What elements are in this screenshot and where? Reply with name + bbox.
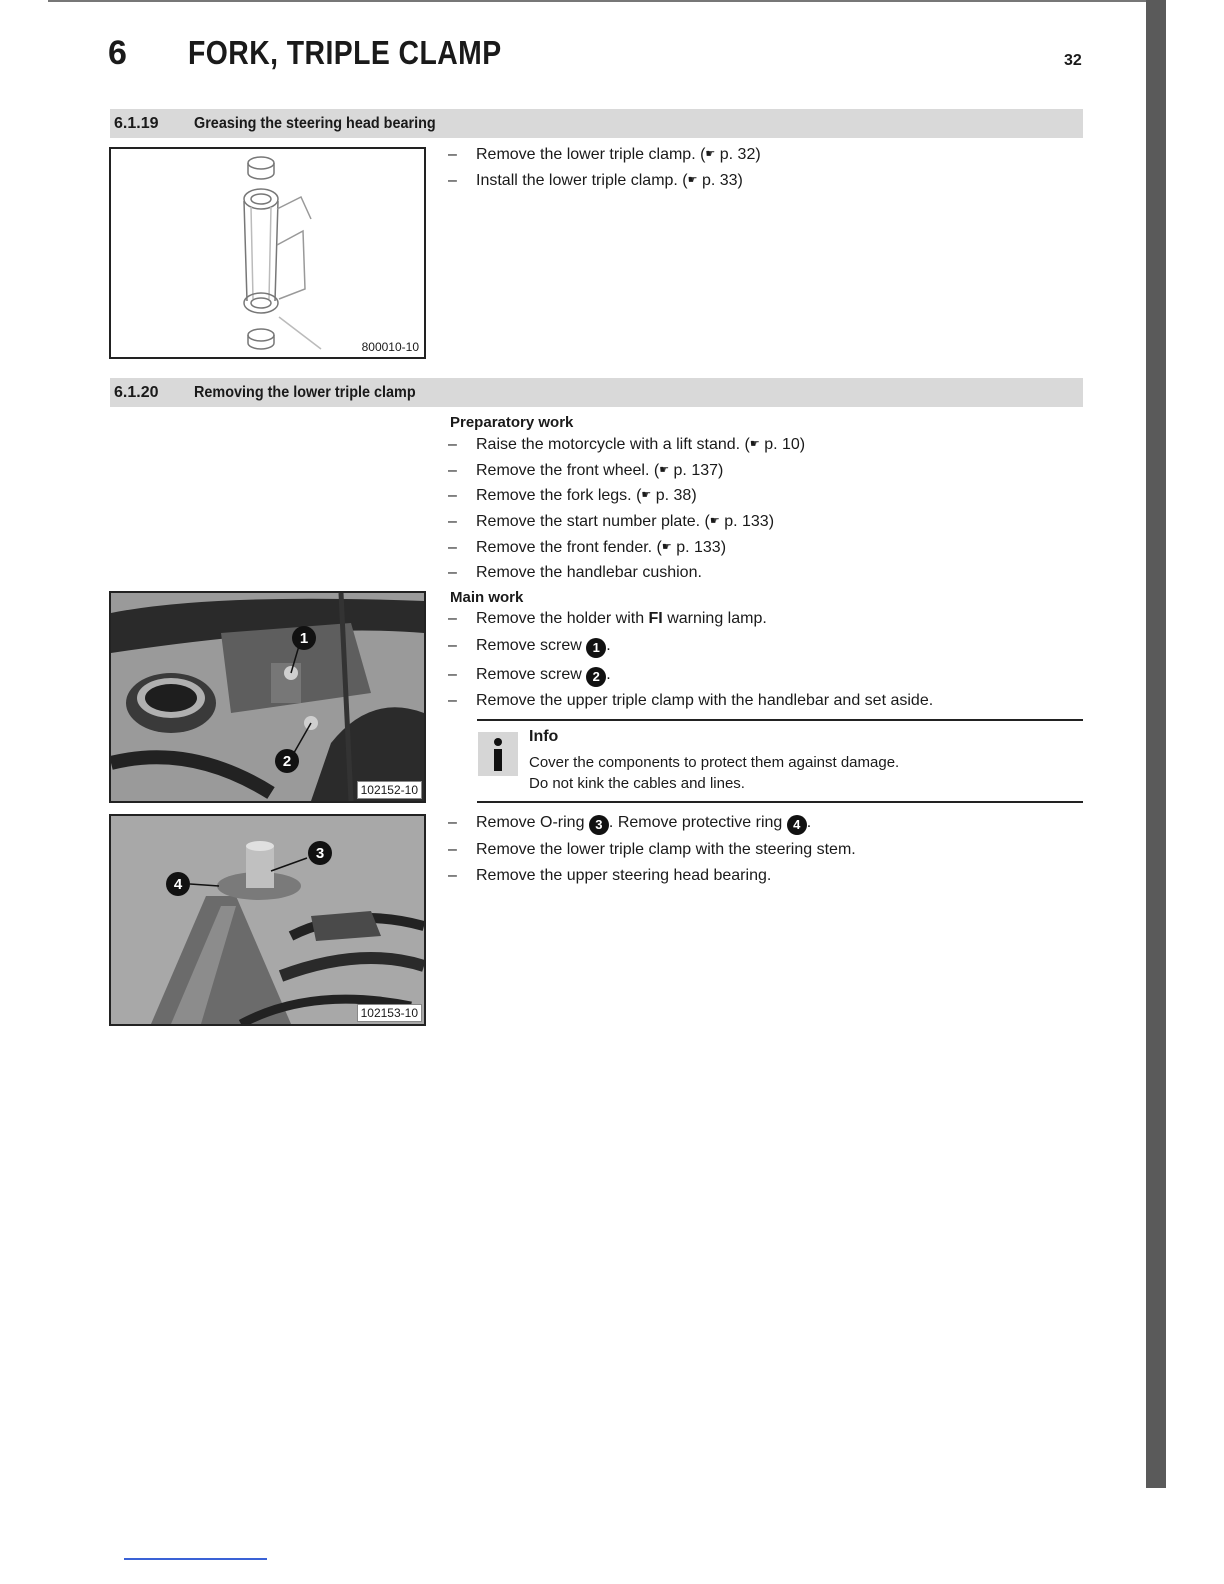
section-title: Removing the lower triple clamp [194, 384, 416, 401]
prep-step: – Remove the handlebar cushion. [448, 564, 702, 581]
prep-step: – Remove the fork legs. (☛ p. 38) [448, 487, 697, 504]
page-ref-link[interactable]: p. 137) [673, 462, 724, 479]
pointing-hand-icon: ☛ [749, 438, 760, 450]
prep-step: – Remove the start number plate. (☛ p. 133) [448, 513, 775, 530]
footer-link-underline[interactable] [124, 1558, 267, 1560]
main-step: – Remove the upper triple clamp with the handlebar and set aside. [448, 692, 934, 709]
page-ref-link[interactable]: p. 32) [719, 146, 761, 163]
info-icon [478, 732, 518, 776]
callout-badge: 4 [787, 815, 807, 835]
section-number: 6.1.20 [114, 384, 159, 401]
chapter-title: FORK, TRIPLE CLAMP [188, 34, 502, 71]
section-header-6-1-20 [110, 378, 1083, 407]
figure-steering-bearing-drawing [109, 147, 426, 359]
pointing-hand-icon: ☛ [705, 148, 716, 160]
info-line: Do not kink the cables and lines. [529, 775, 745, 792]
preparatory-work-heading: Preparatory work [450, 414, 574, 431]
figure-lower-clamp-photo [109, 814, 426, 1026]
callout-4: 4 [173, 876, 183, 893]
page-ref-link[interactable]: p. 33) [701, 172, 743, 189]
page-ref-link[interactable]: p. 38) [655, 487, 697, 504]
callout-badge: 3 [589, 815, 609, 835]
pointing-hand-icon: ☛ [661, 541, 672, 553]
callout-2: 2 [282, 753, 292, 770]
section-header-6-1-19 [110, 109, 1083, 138]
after-info-step: – Remove O-ring 3 . Remove protective ring 4 . [448, 813, 811, 835]
figure-code: 102152-10 [357, 781, 422, 799]
top-rule [48, 0, 1146, 2]
after-info-step: – Remove the lower triple clamp with the steering stem. [448, 841, 856, 858]
figure-code: 800010-10 [359, 339, 422, 355]
pointing-hand-icon: ☛ [709, 515, 720, 527]
callout-badge: 1 [586, 638, 606, 658]
page-ref-link[interactable]: p. 10) [764, 436, 806, 453]
page-edge-bar [1146, 0, 1166, 1488]
section-number: 6.1.19 [114, 115, 159, 132]
figure-code: 102153-10 [357, 1004, 422, 1022]
info-line: Cover the components to protect them against damage. [529, 754, 900, 771]
prep-step: – Remove the front fender. (☛ p. 133) [448, 539, 727, 556]
upper-clamp-photo [111, 593, 424, 801]
info-bottom-rule [477, 801, 1083, 803]
chapter-number: 6 [108, 34, 128, 72]
main-step: – Remove the holder with FI warning lamp. [448, 610, 767, 627]
main-work-heading: Main work [450, 589, 524, 606]
page-number: 32 [1064, 52, 1082, 69]
figure-upper-triple-clamp-photo [109, 591, 426, 803]
lower-clamp-photo [111, 816, 424, 1024]
page-ref-link[interactable]: p. 133) [724, 513, 775, 530]
step-install-lower-clamp: – Install the lower triple clamp. (☛ p. 33) [448, 172, 743, 189]
page-ref-link[interactable]: p. 133) [676, 539, 727, 556]
after-info-step: – Remove the upper steering head bearing. [448, 867, 772, 884]
main-step: – Remove screw 1 . [448, 636, 611, 658]
pointing-hand-icon: ☛ [659, 464, 670, 476]
pointing-hand-icon: ☛ [687, 174, 698, 186]
steering-bearing-drawing [111, 149, 424, 357]
info-title: Info [529, 728, 559, 745]
info-top-rule [477, 719, 1083, 721]
main-step: – Remove screw 2 . [448, 665, 611, 687]
prep-step: – Remove the front wheel. (☛ p. 137) [448, 462, 724, 479]
callout-1: 1 [299, 630, 309, 647]
prep-step: – Raise the motorcycle with a lift stand. (☛ p. 10) [448, 436, 806, 453]
section-title: Greasing the steering head bearing [194, 115, 436, 132]
pointing-hand-icon: ☛ [641, 489, 652, 501]
callout-3: 3 [315, 845, 325, 862]
callout-badge: 2 [586, 667, 606, 687]
step-remove-lower-clamp: – Remove the lower triple clamp. (☛ p. 32) [448, 146, 761, 163]
